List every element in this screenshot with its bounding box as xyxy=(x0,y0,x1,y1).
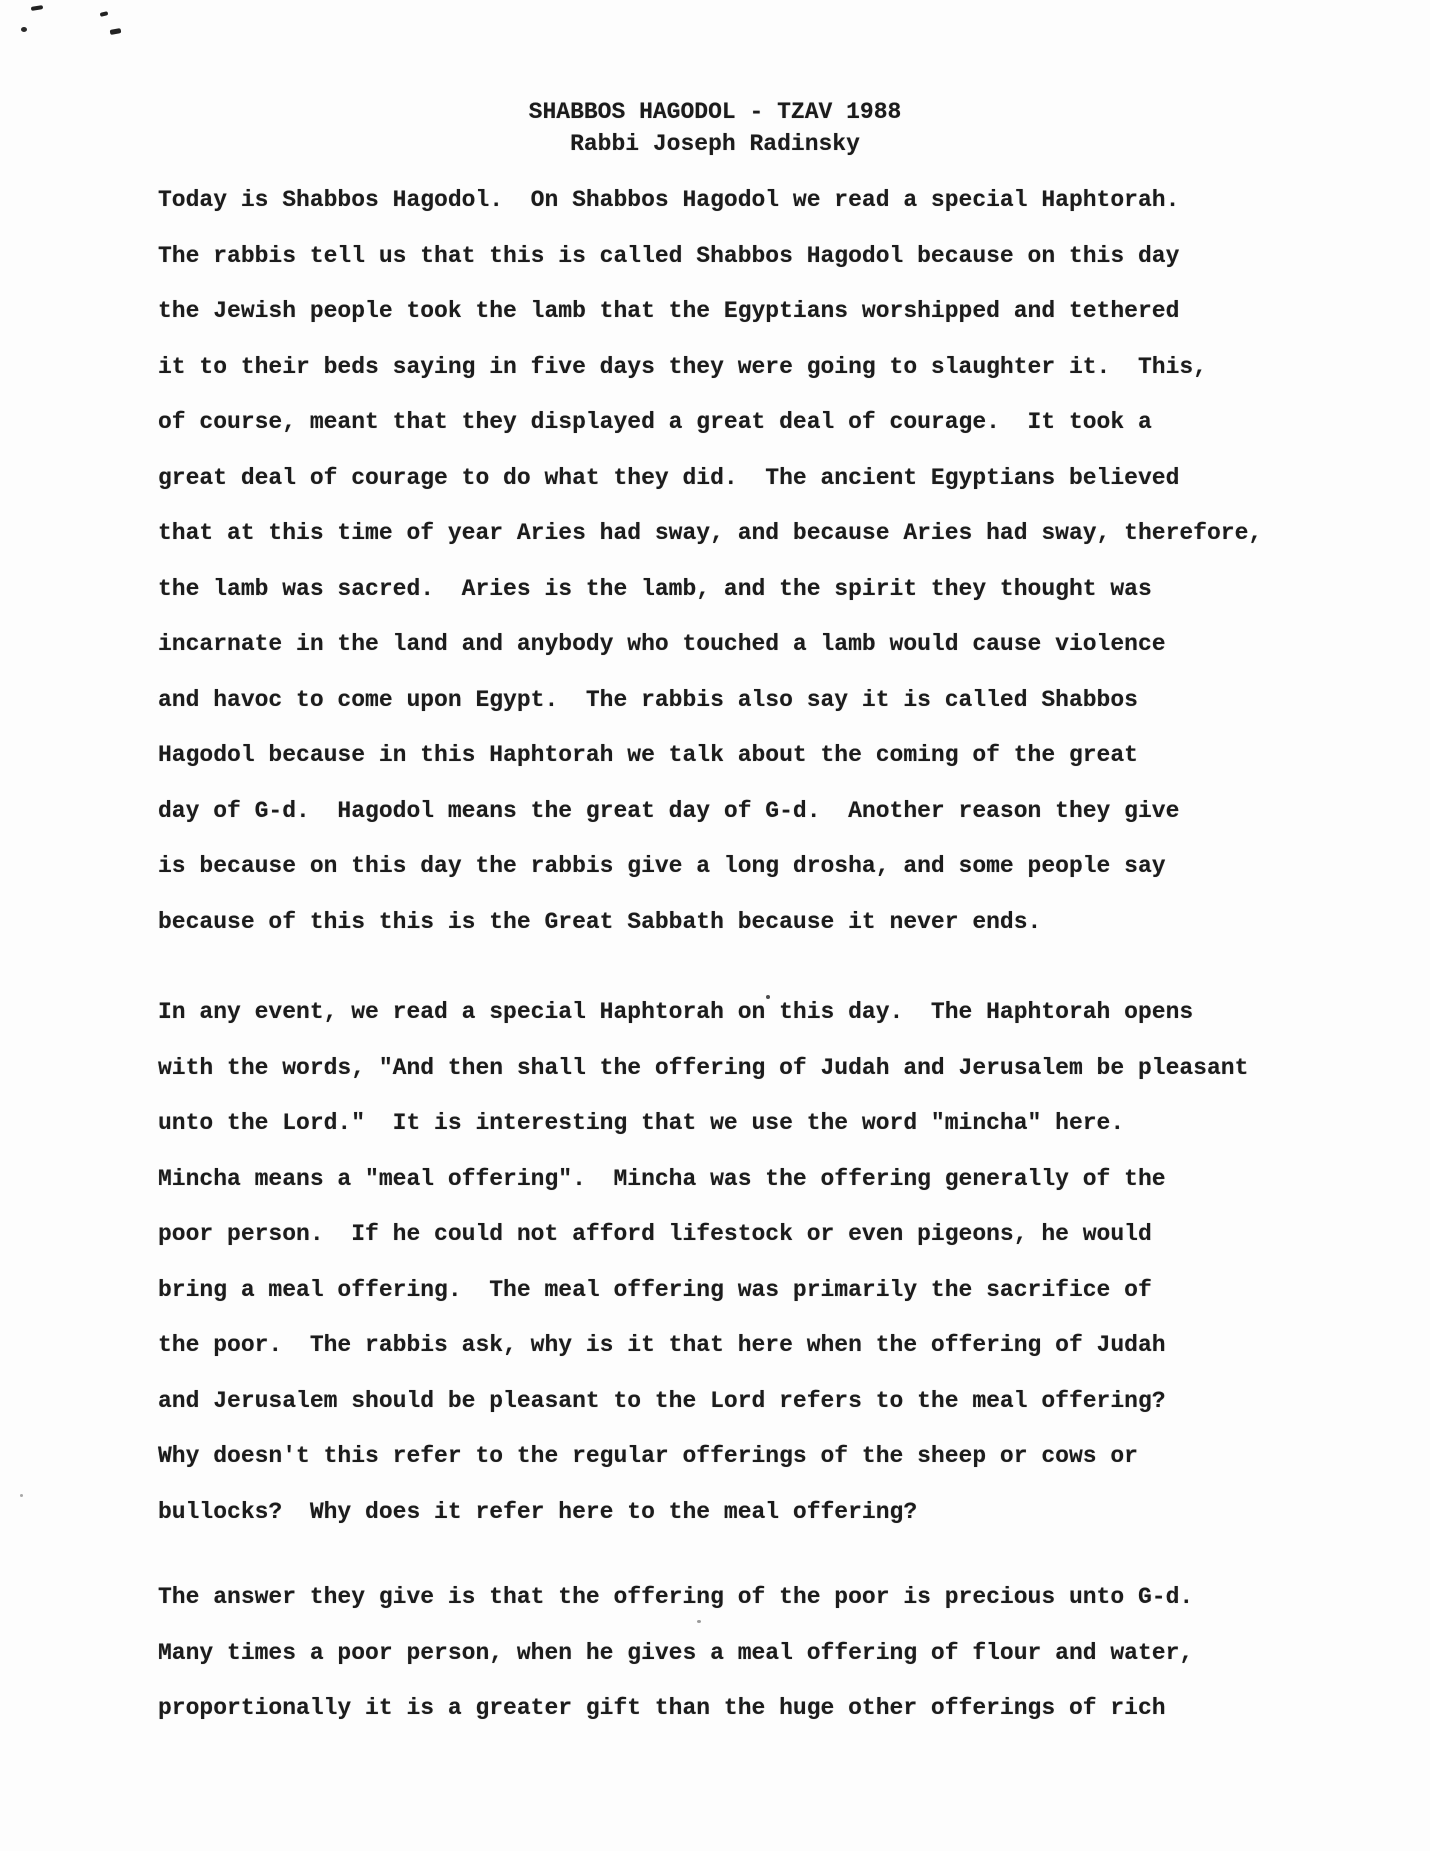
text-line: Many times a poor person, when he gives a meal offering of flour and water, xyxy=(158,1639,1194,1666)
text-line: Mincha means a "meal offering". Mincha was the offering generally of the xyxy=(158,1165,1166,1192)
document-header xyxy=(0,97,1430,160)
text-line: the Jewish people took the lamb that the Egyptians worshipped and tethered xyxy=(158,298,1180,324)
document-title: SHABBOS HAGODOL - TZAV 1988 xyxy=(528,99,902,125)
document-author: Rabbi Joseph Radinsky xyxy=(570,130,860,157)
text-line: In any event, we read a special Haphtorah on this day. The Haphtorah opens xyxy=(158,999,1194,1025)
paragraph xyxy=(158,1570,1193,1737)
paragraph xyxy=(158,985,1248,1540)
text-line: Why doesn't this refer to the regular offerings of the sheep or cows or xyxy=(158,1443,1138,1469)
text-line: bring a meal offering. The meal offering was primarily the sacrifice of xyxy=(158,1276,1152,1303)
text-line: day of G-d. Hagodol means the great day of G-d. Another reason they give xyxy=(158,797,1180,824)
text-line: The rabbis tell us that this is called Shabbos Hagodol because on this day xyxy=(158,242,1180,269)
ink-speck xyxy=(20,1494,23,1497)
text-line: The answer they give is that the offering of the poor is precious unto G-d. xyxy=(158,1584,1194,1610)
text-line: unto the Lord." It is interesting that we use the word "mincha" here. xyxy=(158,1110,1125,1136)
text-line: Hagodol because in this Haphtorah we talk about the coming of the great xyxy=(158,742,1138,768)
text-line: it to their beds saying in five days they were going to slaughter it. This, xyxy=(158,353,1207,380)
text-line: with the words, "And then shall the offering of Judah and Jerusalem be pleasant xyxy=(158,1054,1249,1081)
text-line: bullocks? Why does it refer here to the meal offering? xyxy=(158,1498,918,1525)
ink-speck xyxy=(100,11,109,17)
text-line: of course, meant that they displayed a great deal of courage. It took a xyxy=(158,409,1152,435)
text-line: that at this time of year Aries had sway, and because Aries had sway, therefore, xyxy=(158,520,1263,546)
text-line: great deal of courage to do what they did. The ancient Egyptians believed xyxy=(158,464,1180,491)
text-line: Today is Shabbos Hagodol. On Shabbos Hagodol we read a special Haphtorah. xyxy=(158,187,1180,213)
text-line: the lamb was sacred. Aries is the lamb, and the spirit they thought was xyxy=(158,575,1152,602)
ink-speck xyxy=(31,5,43,11)
text-line: and havoc to come upon Egypt. The rabbis also say it is called Shabbos xyxy=(158,686,1138,713)
text-line: incarnate in the land and anybody who touched a lamb would cause violence xyxy=(158,631,1166,657)
ink-speck xyxy=(21,27,27,32)
text-line: the poor. The rabbis ask, why is it that here when the offering of Judah xyxy=(158,1332,1166,1358)
ink-speck xyxy=(110,28,122,35)
text-line: is because on this day the rabbis give a long drosha, and some people say xyxy=(158,853,1166,879)
text-line: proportionally it is a greater gift than the huge other offerings of rich xyxy=(158,1695,1166,1721)
text-line: and Jerusalem should be pleasant to the Lord refers to the meal offering? xyxy=(158,1387,1166,1414)
text-line: because of this this is the Great Sabbath because it never ends. xyxy=(158,908,1042,935)
text-line: poor person. If he could not afford lifestock or even pigeons, he would xyxy=(158,1221,1152,1247)
paragraph xyxy=(158,173,1262,950)
